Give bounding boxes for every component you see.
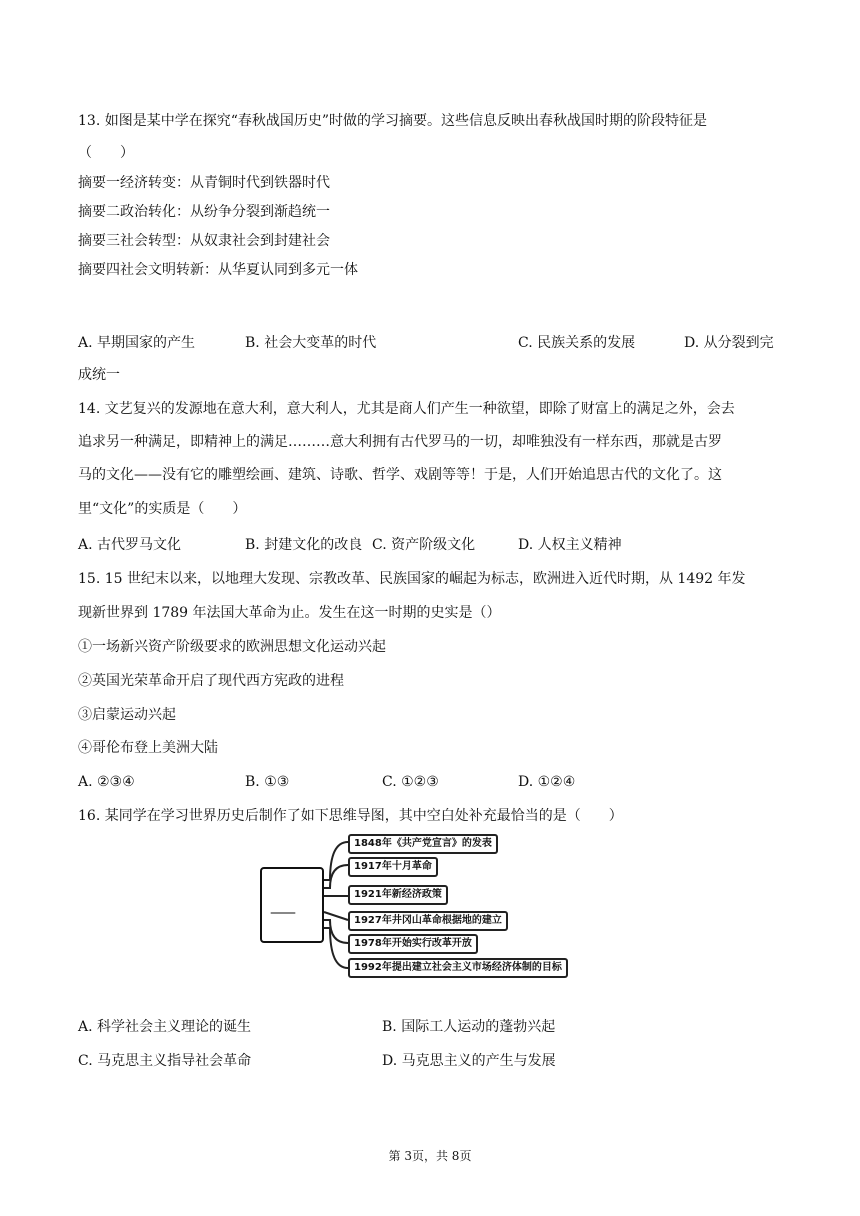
q15-option-d: D. ①②④ [518,774,576,790]
q16-option-c: C. 马克思主义指导社会革命 [78,1053,252,1069]
q14-line-3: 马的文化——没有它的雕塑绘画、建筑、诗歌、哲学、戏剧等等！于是，人们开始追思古代的文化了。这 [78,467,722,483]
mind-map-node-1917: 1917年十月革命 [348,857,438,877]
mind-map-node-1921: 1921年新经济政策 [348,885,448,905]
q14-line-2: 追求另一种满足，即精神上的满足………意大利拥有古代罗马的一切，却唯独没有一样东西，那就是古罗 [78,434,722,450]
q14-line-4: 里“文化”的实质是（ ） [78,501,247,517]
page-number: 第 3页，共 8页 [388,1149,472,1163]
q16-option-d: D. 马克思主义的产生与发展 [382,1053,556,1069]
mind-map-node-1992: 1992年提出建立社会主义市场经济体制的目标 [348,958,568,978]
q14-line-1: 14. 文艺复兴的发源地在意大利，意大利人，尤其是商人们产生一种欲望，即除了财富上的满足之外，会去 [78,401,735,417]
q13-option-b: B. 社会大变革的时代 [245,335,377,351]
q15-item-2: ②英国光荣革命开启了现代西方宪政的进程 [78,673,344,689]
q13-note-1: 摘要一经济转变：从青铜时代到铁器时代 [78,175,330,191]
mind-map-node-1927: 1927年井冈山革命根据地的建立 [348,911,508,931]
q16-option-b: B. 国际工人运动的蓬勃兴起 [382,1019,556,1035]
q13-option-d-wrap: 成统一 [78,367,120,383]
mind-map-center-blank: —— [270,905,294,921]
mind-map-node-1848: 1848年《共产党宣言》的发表 [348,834,498,854]
q15-item-3: ③启蒙运动兴起 [78,707,176,723]
mind-map [258,830,604,982]
q13-note-2: 摘要二政治转化：从纷争分裂到渐趋统一 [78,204,330,220]
q13-answer-paren: （ ） [78,145,134,161]
q15-item-1: ①一场新兴资产阶级要求的欧洲思想文化运动兴起 [78,639,386,655]
q15-item-4: ④哥伦布登上美洲大陆 [78,740,218,756]
q13-note-4: 摘要四社会文明转新：从华夏认同到多元一体 [78,262,358,278]
q14-option-b: B. 封建文化的改良 [245,537,363,553]
q13-stem: 13. 如图是某中学在探究“春秋战国历史”时做的学习摘要。这些信息反映出春秋战国时期的阶段特征是 [78,113,708,129]
q15-option-a: A. ②③④ [78,774,135,790]
q14-option-d: D. 人权主义精神 [518,537,622,553]
q15-option-c: C. ①②③ [382,774,439,790]
mind-map-node-1978: 1978年开始实行改革开放 [348,934,478,954]
q13-note-3: 摘要三社会转型：从奴隶社会到封建社会 [78,233,330,249]
q15-option-b: B. ①③ [245,774,290,790]
q14-option-c: C. 资产阶级文化 [372,537,476,553]
q13-option-d: D. 从分裂到完 [684,335,774,351]
q13-option-c: C. 民族关系的发展 [518,335,636,351]
q15-line-1: 15. 15 世纪末以来，以地理大发现、宗教改革、民族国家的崛起为标志，欧洲进入近代时期，从 1492 年发 [78,571,746,587]
q14-option-a: A. 古代罗马文化 [78,537,182,553]
mind-map-center-box [260,867,324,943]
q15-line-2: 现新世界到 1789 年法国大革命为止。发生在这一时期的史实是（） [78,605,501,621]
q13-option-a: A. 早期国家的产生 [78,335,196,351]
q16-option-a: A. 科学社会主义理论的诞生 [78,1019,252,1035]
q16-stem: 16. 某同学在学习世界历史后制作了如下思维导图，其中空白处补充最恰当的是（ ） [78,808,623,824]
